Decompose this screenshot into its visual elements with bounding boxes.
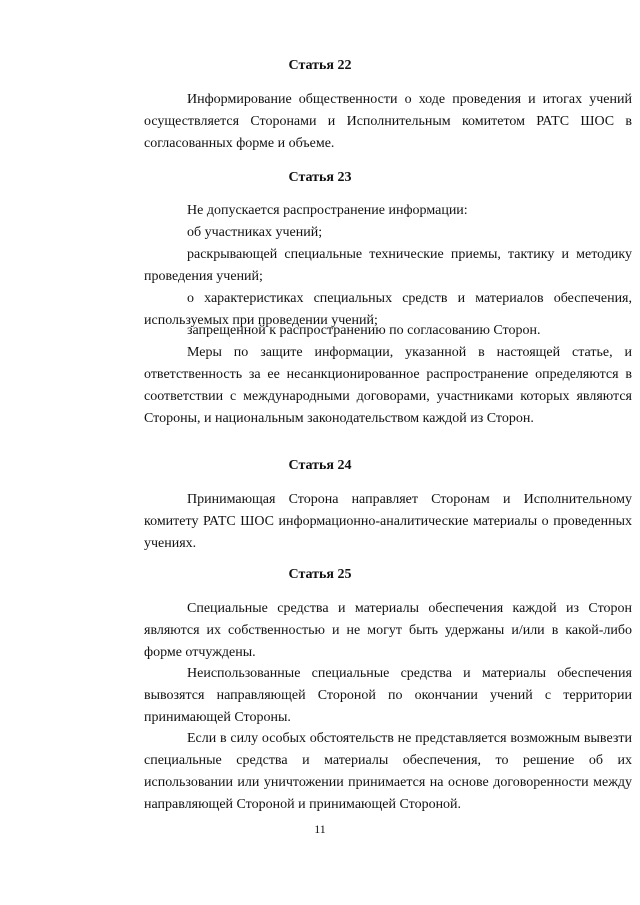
article-25-paragraph-1: Специальные средства и материалы обеспечения каждой из Сторон являются их собственностью и не могут быть удержаны и/или в какой-либо форме отчуждены. (144, 601, 632, 660)
article-23-paragraph-1: Не допускается распространение информации: (187, 203, 468, 218)
article-23-heading: Статья 23 (288, 170, 352, 185)
article-22-paragraph-1: Информирование общественности о ходе проведения и итогах учений осуществляется Сторонами и Исполнительным комитетом РАТС ШОС в согласованных форме и объеме. (144, 92, 632, 151)
article-23-paragraph-3: раскрывающей специальные технические приемы, тактику и методику проведения учений; (144, 247, 632, 284)
article-25-paragraph-2: Неиспользованные специальные средства и материалы обеспечения вывозятся направляющей Стороной по окончании учений с территории принимающей Стороны. (144, 666, 632, 725)
article-24-paragraph-1: Принимающая Сторона направляет Сторонам и Исполнительному комитету РАТС ШОС информационно-аналитические материалы о проведенных учениях. (144, 492, 632, 551)
page-number: 11 (314, 822, 326, 836)
article-24-heading: Статья 24 (288, 458, 352, 473)
article-23-paragraph-2: об участниках учений; (187, 225, 323, 240)
article-22-heading: Статья 22 (288, 58, 352, 73)
article-23-paragraph-6: Меры по защите информации, указанной в настоящей статье, и ответственность за ее несанкционированное распространение определяются в соответствии с международными договорами, участниками которых являются Стороны, и национальным законодательством каждой из Сторон. (144, 345, 632, 426)
article-23-paragraph-5: запрещенной к распространению по согласованию Сторон. (187, 323, 541, 338)
article-25-heading: Статья 25 (288, 567, 352, 582)
article-23-paragraph-4: о характеристиках специальных средств и материалов обеспечения, используемых при проведении учений; (144, 291, 632, 328)
article-25-paragraph-3: Если в силу особых обстоятельств не представляется возможным вывезти специальные средства и материалы обеспечения, то решение об их использовании или уничтожении принимается на основе договоренности между направляющей Стороной и принимающей Стороной. (144, 731, 632, 812)
